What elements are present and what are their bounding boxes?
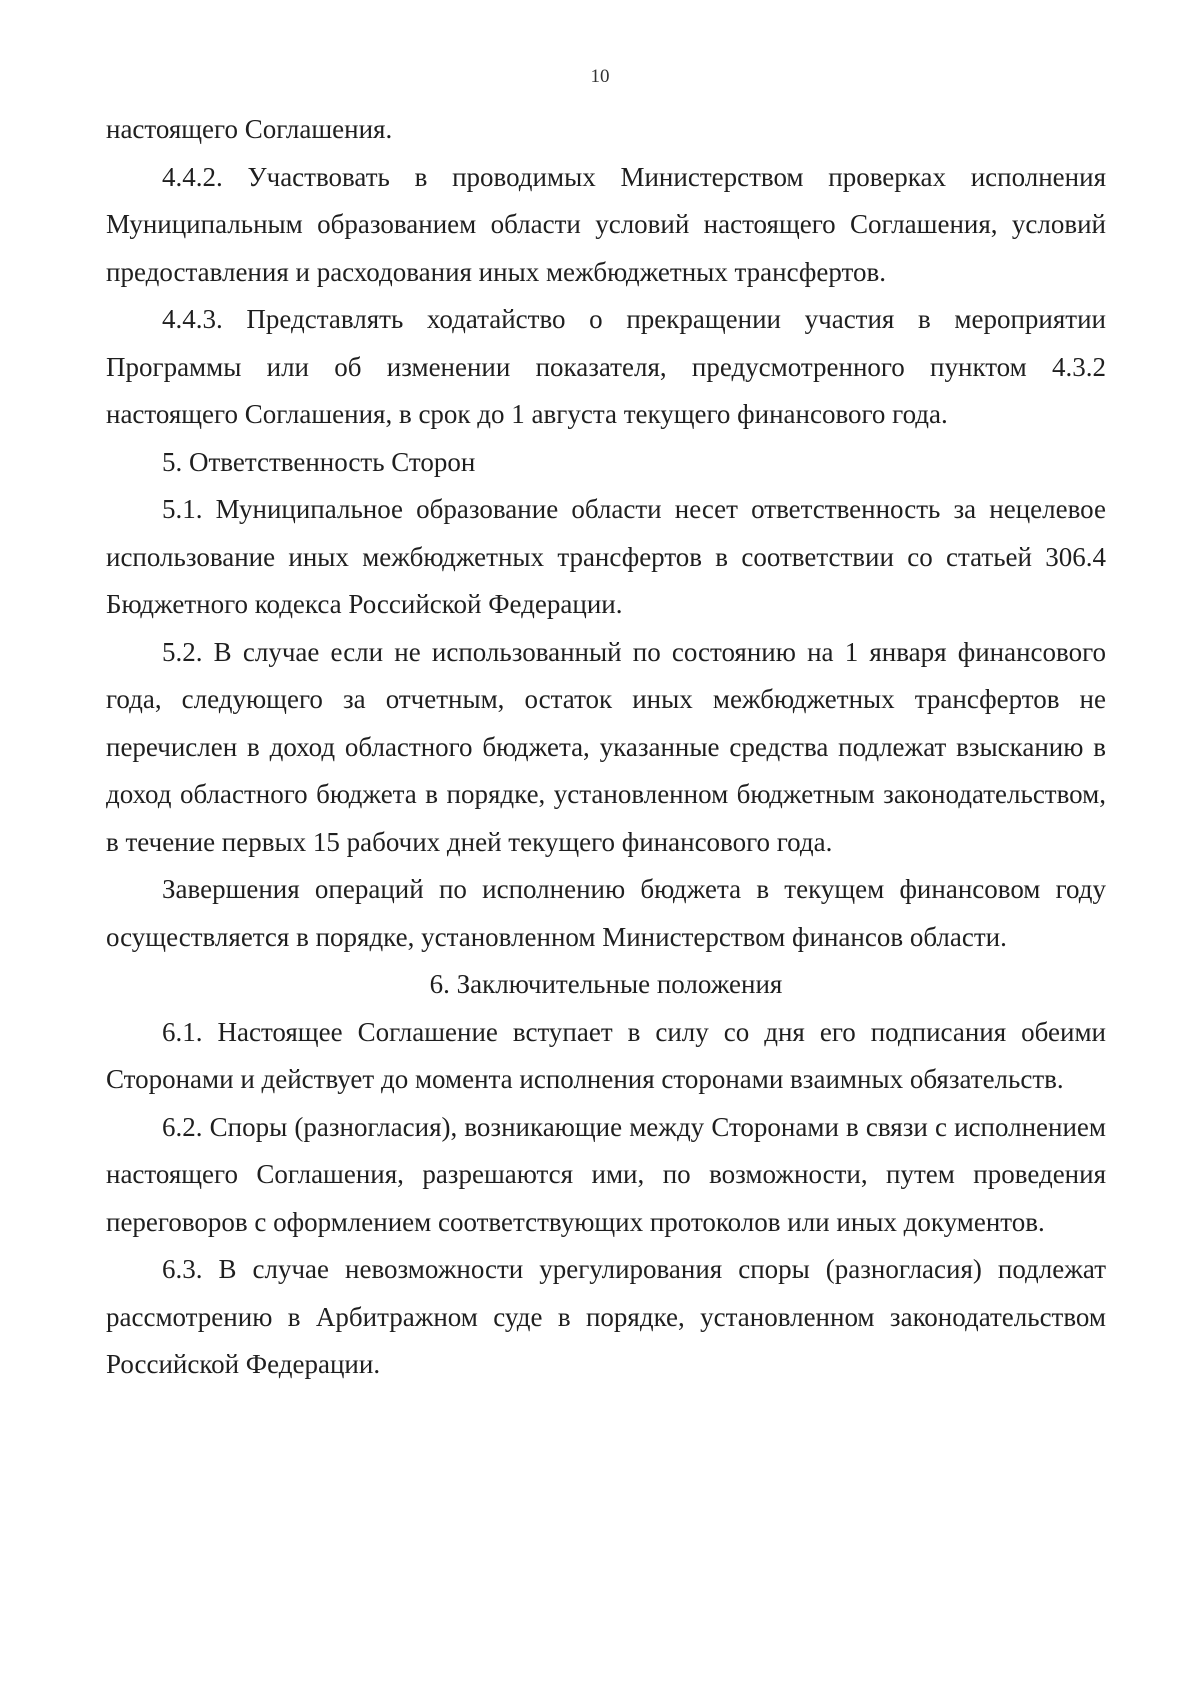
paragraph-4-4-3: 4.4.3. Представлять ходатайство о прекращении участия в мероприятии Программы или об изменении показателя, предусмотренного пунктом 4.3.2 настоящего Соглашения, в срок до 1 августа текущего финансового года. <box>106 304 1106 429</box>
paragraph-5-2: 5.2. В случае если не использованный по состоянию на 1 января финансового года, следующего за отчетным, остаток иных межбюджетных трансфертов не перечислен в доход областного бюджета, указанные средства подлежат взысканию в доход областного бюджета в порядке, установленном бюджетным законодательством, в течение первых 15 рабочих дней текущего финансового года. <box>106 636 1106 857</box>
paragraph-completion: Завершения операций по исполнению бюджета в текущем финансовом году осуществляется в порядке, установленном Министерством финансов области. <box>106 874 1106 952</box>
paragraph-4-4-2: 4.4.2. Участвовать в проводимых Министерством проверках исполнения Муниципальным образованием области условий настоящего Соглашения, условий предоставления и расходования иных межбюджетных трансфертов. <box>106 161 1106 287</box>
paragraph-6-1: 6.1. Настоящее Соглашение вступает в силу со дня его подписания обеими Сторонами и действует до момента исполнения сторонами взаимных обязательств. <box>106 1016 1106 1094</box>
paragraph-6-3: 6.3. В случае невозможности урегулирования споры (разногласия) подлежат рассмотрению в Арбитражном суде в порядке, установленном законодательством Российской Федерации. <box>106 1254 1106 1379</box>
paragraph-5-1: 5.1. Муниципальное образование области несет ответственность за нецелевое использование иных межбюджетных трансфертов в соответствии со статьей 306.4 Бюджетного кодекса Российской Федерации. <box>106 494 1106 619</box>
document-body <box>106 106 1106 1389</box>
paragraph-continuation: настоящего Соглашения. <box>106 114 393 144</box>
page-number: 10 <box>590 66 610 87</box>
section-heading-6: 6. Заключительные положения <box>429 969 783 999</box>
paragraph-6-2: 6.2. Споры (разногласия), возникающие между Сторонами в связи с исполнением настоящего Соглашения, разрешаются ими, по возможности, путем проведения переговоров с оформлением соответствующих протоколов или иных документов. <box>106 1111 1106 1237</box>
section-heading-5: 5. Ответственность Сторон <box>162 446 476 477</box>
